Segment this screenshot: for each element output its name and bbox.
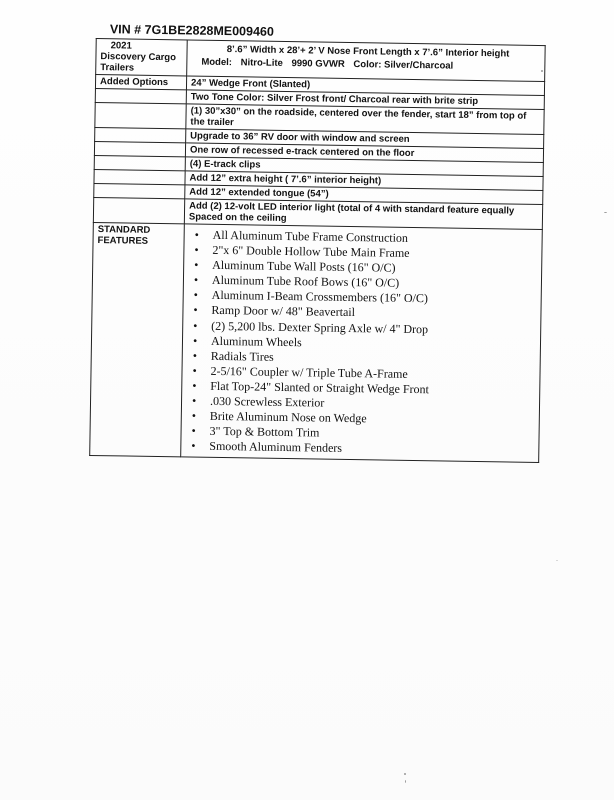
option-text: Add 12” extra height ( 7’.6” interior height): [185, 171, 543, 191]
gvwr-value: 9990 GVWR: [291, 58, 345, 70]
make-line-2: Trailers: [100, 62, 135, 74]
model-cell: [187, 40, 546, 82]
scan-speck: [404, 773, 406, 775]
features-list: [185, 227, 538, 459]
list-item: • Flat Top-24" Slanted or Straight Wedge Front: [186, 378, 535, 399]
option-text: One row of recessed e-track centered on the floor: [185, 143, 543, 163]
year: 2021: [110, 40, 132, 52]
option-text: 24” Wedge Front (Slanted): [186, 76, 544, 96]
standard-features-label: STANDARD FEATURES: [90, 222, 185, 457]
empty-cell: [94, 183, 185, 198]
option-text: Upgrade to 36” RV door with window and screen: [186, 129, 544, 149]
option-text: (4) E-track clips: [185, 157, 543, 177]
empty-cell: [94, 169, 185, 184]
option-text: Add (2) 12-volt LED interior light (total of 4 with standard feature equally Spaced on the ceiling: [184, 199, 542, 230]
option-text: Add 12” extended tongue (54”): [185, 185, 543, 205]
model-value: Nitro-Lite: [240, 57, 283, 69]
vin-number: VIN # 7G1BE2828ME009460: [109, 22, 274, 39]
empty-cell: [94, 155, 185, 170]
list-item: • Aluminum I-Beam Crossmembers (16" O/C): [188, 288, 537, 309]
empty-cell: [95, 102, 186, 128]
list-item: • Radials Tires: [187, 348, 536, 369]
list-item: • (2) 5,200 lbs. Dexter Spring Axle w/ 4" Drop: [187, 318, 536, 339]
list-item: • 2-5/16" Coupler w/ Triple Tube A-Frame: [186, 363, 535, 384]
list-item: • Aluminum Tube Roof Bows (16" O/C): [188, 273, 537, 294]
scan-speck: [541, 70, 543, 72]
list-item: • Ramp Door w/ 48" Beavertail: [187, 303, 536, 324]
model-label: Model:: [201, 56, 233, 69]
added-options-label: Added Options: [95, 75, 186, 90]
standard-features-cell: [181, 224, 543, 463]
list-item: • 3" Top & Bottom Trim: [185, 424, 534, 445]
make-line-1: Discovery Cargo: [100, 51, 177, 64]
scan-speck: [604, 212, 607, 213]
spec-table: [89, 38, 546, 463]
list-item: • 2"x 6" Double Hollow Tube Main Frame: [188, 243, 537, 264]
list-item: • Smooth Aluminum Fenders: [185, 439, 534, 460]
empty-cell: [95, 88, 186, 103]
list-item: • All Aluminum Tube Frame Construction: [189, 227, 538, 248]
list-item: • .030 Screwless Exterior: [186, 393, 535, 414]
list-item: • Aluminum Tube Wall Posts (16" O/C): [188, 258, 537, 279]
option-text: (1) 30”x30” on the roadside, centered over the fender, start 18” from top of the trailer: [186, 104, 544, 135]
scan-speck: [405, 780, 406, 783]
standard-features-row: [90, 222, 543, 462]
spec-sheet: [89, 22, 546, 463]
year-make-cell: [96, 39, 188, 76]
empty-cell: [95, 127, 186, 142]
option-text: Two Tone Color: Silver Frost front/ Charcoal rear with brite strip: [186, 90, 544, 110]
list-item: • Brite Aluminum Nose on Wedge: [186, 409, 535, 430]
scan-speck: [556, 560, 558, 561]
empty-cell: [94, 141, 185, 156]
dimensions-text: 8’.6” Width x 28’+ 2’ V Nose Front Length x 7’.6” Interior height: [226, 44, 510, 60]
empty-cell: [93, 197, 184, 223]
list-item: • Aluminum Wheels: [187, 333, 536, 354]
color-value: Color: Silver/Charcoal: [353, 59, 454, 72]
